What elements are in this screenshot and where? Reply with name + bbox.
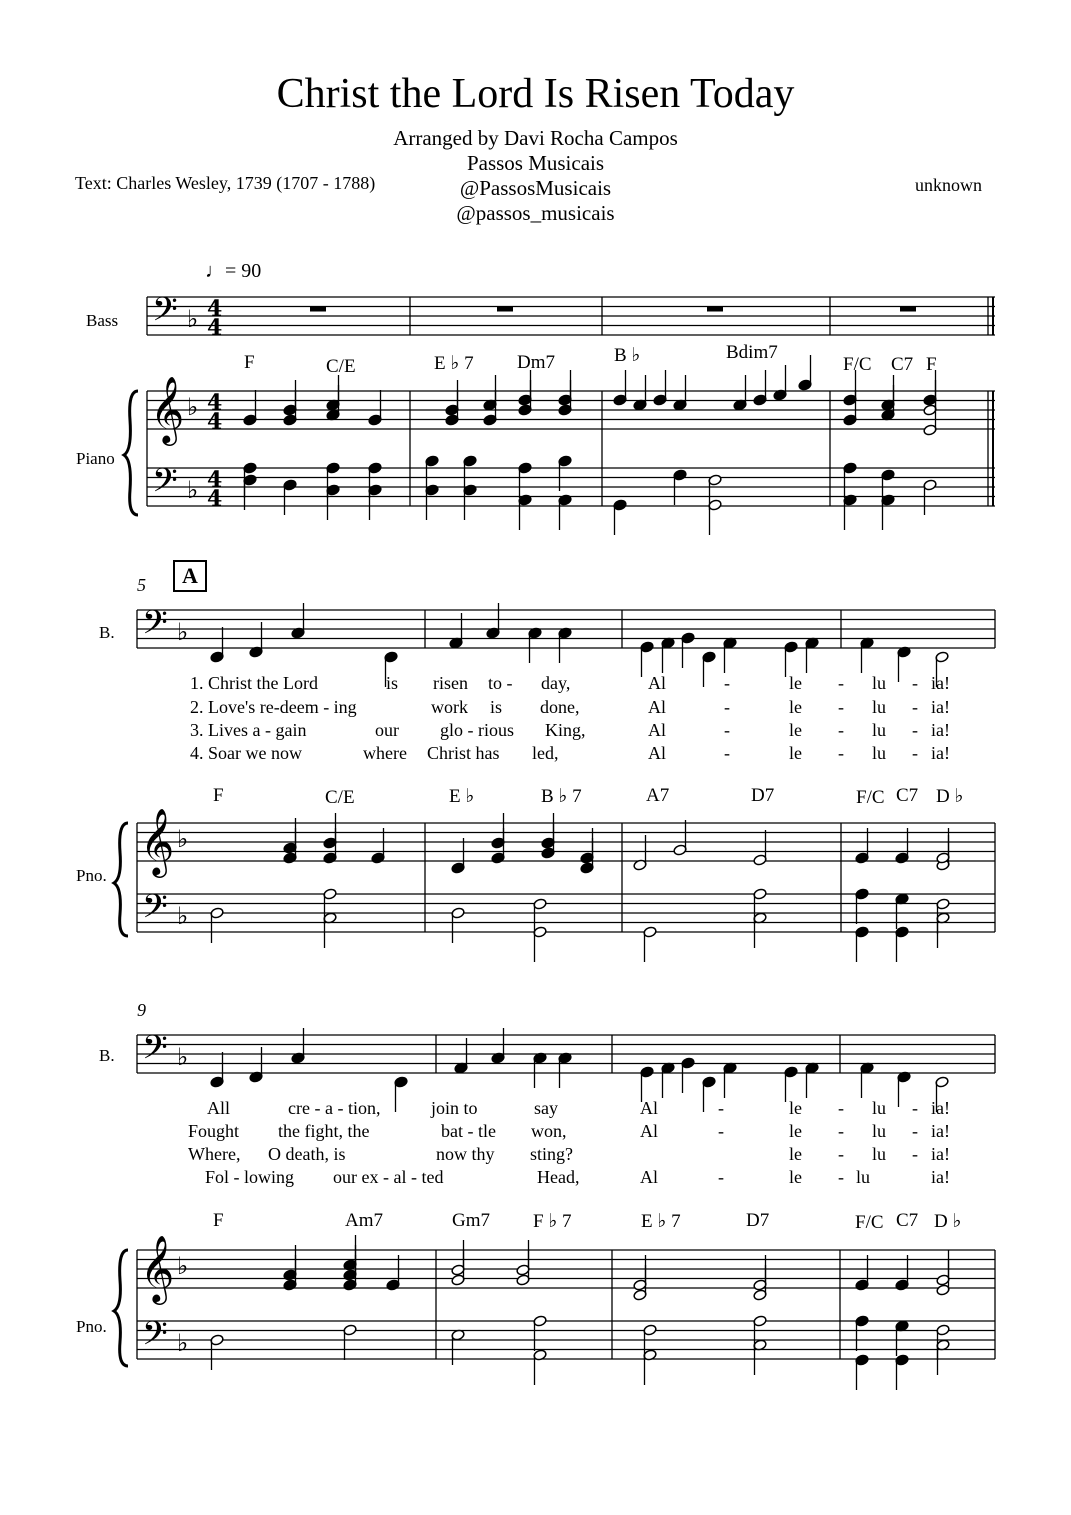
lyric-syllable: Al — [640, 1121, 658, 1141]
lyric-syllable: lu — [856, 1167, 871, 1187]
instrument-name-bass-short: B. — [99, 1046, 115, 1065]
rehearsal-mark: A — [173, 560, 207, 592]
chord-symbol: F — [213, 1210, 224, 1231]
lyric-syllable: our ex - al - ted — [333, 1167, 444, 1187]
lyric-syllable: lu — [872, 743, 887, 763]
lyric-syllable: Al — [640, 1098, 658, 1118]
piano-brace — [114, 1250, 128, 1366]
bass-clef-icon: 𝄢 — [142, 1315, 168, 1361]
lyric-syllable: Al — [640, 1167, 658, 1187]
lyric-syllable: Al — [648, 697, 666, 717]
chord-symbol: F/C — [855, 1212, 884, 1233]
chord-symbol: E ♭ 7 — [434, 353, 474, 374]
key-flat-icon: ♭ — [177, 1252, 189, 1280]
lyric-syllable: le — [789, 673, 802, 693]
chord-symbol: C7 — [896, 1210, 919, 1231]
arranger-line: @PassosMusicais — [459, 176, 612, 200]
chord-symbol: A7 — [646, 785, 670, 806]
whole-rest — [707, 307, 723, 312]
lyric-syllable: King, — [545, 720, 586, 740]
instrument-name-piano: Piano — [76, 449, 115, 468]
lyric-syllable: All — [207, 1098, 231, 1118]
chord-symbol: B ♭ 7 — [541, 786, 582, 807]
time-signature: 4 — [207, 315, 223, 341]
chord-symbol: C7 — [891, 354, 914, 375]
lyric-syllable: is — [386, 673, 399, 693]
lyric-syllable: lu — [872, 1121, 887, 1141]
lyric-syllable: - — [838, 1098, 844, 1118]
lyricist-credit: Text: Charles Wesley, 1739 (1707 - 1788) — [75, 173, 376, 193]
lyric-syllable: - — [724, 720, 730, 740]
lyric-syllable: ia! — [931, 1121, 950, 1141]
whole-rest — [310, 307, 326, 312]
lyric-syllable: Fought — [188, 1121, 240, 1141]
instrument-name-piano-short: Pno. — [76, 1317, 107, 1336]
chord-symbol: F ♭ 7 — [533, 1211, 572, 1232]
chord-symbol: B ♭ — [614, 345, 641, 366]
bass-clef-icon: 𝄢 — [142, 1029, 168, 1075]
lyric-syllable: ia! — [931, 697, 950, 717]
lyric-syllable: to - — [488, 673, 513, 693]
time-signature: 4 — [207, 409, 223, 435]
lyric-syllable: led, — [532, 743, 559, 763]
lyric-syllable: - — [912, 743, 918, 763]
key-flat-icon: ♭ — [177, 618, 189, 646]
lyric-syllable: won, — [531, 1121, 567, 1141]
lyric-syllable: le — [789, 697, 802, 717]
chord-symbol: Am7 — [345, 1210, 383, 1231]
lyric-syllable: - — [718, 1167, 724, 1187]
key-flat-icon: ♭ — [177, 1043, 189, 1071]
lyric-syllable: - — [838, 743, 844, 763]
clefs — [140, 291, 222, 1361]
time-signature: 4 — [207, 296, 223, 322]
key-flat-icon: ♭ — [187, 393, 199, 421]
lyric-syllable: - — [912, 697, 918, 717]
lyric-syllable: - — [724, 697, 730, 717]
lyric-syllable: bat - tle — [441, 1121, 496, 1141]
bass-clef-icon: 𝄢 — [152, 462, 178, 508]
lyric-syllable: ia! — [931, 1167, 950, 1187]
lyric-syllable: say — [534, 1098, 558, 1118]
chord-symbol: D7 — [751, 785, 775, 806]
chord-symbol: D ♭ — [934, 1211, 962, 1232]
lyric-syllable: where — [363, 743, 407, 763]
chord-symbol: F/C — [856, 787, 885, 808]
lyric-syllable: Where, — [188, 1144, 241, 1164]
chord-symbol: E ♭ 7 — [641, 1211, 681, 1232]
chord-symbol: F — [926, 354, 937, 375]
lyric-syllable: - — [718, 1121, 724, 1141]
lyric-syllable: lu — [872, 1098, 887, 1118]
lyric-syllable: 1. Christ the Lord — [190, 673, 318, 693]
lyric-syllable: Head, — [537, 1167, 580, 1187]
bass-clef-icon: 𝄢 — [142, 888, 168, 934]
piano-brace — [114, 823, 128, 936]
lyric-syllable: le — [789, 1098, 802, 1118]
lyric-syllable: work — [431, 697, 468, 717]
chord-symbol: Bdim7 — [726, 342, 778, 363]
lyric-syllable: O death, is — [268, 1144, 346, 1164]
chord-symbol: D ♭ — [936, 786, 964, 807]
bass-clef-icon: 𝄢 — [142, 604, 168, 650]
lyric-syllable: the fight, the — [278, 1121, 370, 1141]
lyric-syllable: - — [912, 1098, 918, 1118]
lyric-syllable: le — [789, 1121, 802, 1141]
chord-symbol: F — [244, 352, 255, 373]
lyric-syllable: 3. Lives a - gain — [190, 720, 307, 740]
chord-symbol: C/E — [325, 787, 355, 808]
lyric-syllable: - — [838, 673, 844, 693]
time-signature: 4 — [207, 486, 223, 512]
bass-clef-icon: 𝄢 — [152, 291, 178, 337]
lyric-syllable: le — [789, 1167, 802, 1187]
lyric-syllable: le — [789, 720, 802, 740]
noteheads — [210, 307, 950, 1391]
instrument-name-bass-short: B. — [99, 623, 115, 642]
lyric-syllable: ia! — [931, 720, 950, 740]
lyric-syllable: risen — [433, 673, 468, 693]
lyric-syllable: glo - rious — [440, 720, 514, 740]
lyric-syllable: our — [375, 720, 399, 740]
lyric-syllable: - — [838, 1167, 844, 1187]
lyric-syllable: Al — [648, 673, 666, 693]
treble-clef-icon: 𝄞 — [140, 807, 175, 875]
lyric-syllable: done, — [540, 697, 580, 717]
time-signature: 4 — [207, 390, 223, 416]
chord-symbol: C7 — [896, 785, 919, 806]
lyric-syllable: now thy — [436, 1144, 495, 1164]
key-flat-icon: ♭ — [187, 305, 199, 333]
arranger-line: Arranged by Davi Rocha Campos — [393, 126, 678, 150]
lyric-syllable: Al — [648, 743, 666, 763]
tempo-value: = 90 — [225, 260, 262, 282]
lyric-syllable: - — [718, 1098, 724, 1118]
piano-brace — [124, 391, 138, 515]
composer-credit: unknown — [915, 175, 982, 195]
lyric-syllable: - — [838, 1144, 844, 1164]
lyric-syllable: - — [912, 720, 918, 740]
instrument-name-piano-short: Pno. — [76, 866, 107, 885]
lyric-syllable: Fol - lowing — [205, 1167, 295, 1187]
measure-number: 9 — [137, 1000, 146, 1020]
whole-rest — [497, 307, 513, 312]
lyric-syllable: ia! — [931, 1098, 950, 1118]
chord-symbol: Gm7 — [452, 1210, 490, 1231]
lyric-syllable: le — [789, 1144, 802, 1164]
lyric-syllable: lu — [872, 673, 887, 693]
lyric-syllable: - — [838, 697, 844, 717]
whole-rest — [900, 307, 916, 312]
lyric-syllable: Al — [648, 720, 666, 740]
arranger-line: Passos Musicais — [466, 151, 605, 175]
lyric-syllable: ia! — [931, 743, 950, 763]
lyric-syllable: - — [838, 1121, 844, 1141]
lyric-syllable: is — [490, 697, 503, 717]
lyric-syllable: lu — [872, 697, 887, 717]
time-signature: 4 — [207, 467, 223, 493]
lyric-syllable: - — [724, 743, 730, 763]
lyric-syllable: - — [912, 1144, 918, 1164]
lyric-syllable: - — [912, 1121, 918, 1141]
lyric-syllable: cre - a - tion, — [288, 1098, 381, 1118]
score-title: Christ the Lord Is Risen Today — [276, 71, 795, 117]
lyric-syllable: lu — [872, 1144, 887, 1164]
key-flat-icon: ♭ — [187, 476, 199, 504]
chord-symbol: F/C — [843, 354, 872, 375]
arranger-line: @passos_musicais — [456, 201, 615, 225]
key-flat-icon: ♭ — [177, 902, 189, 930]
chord-symbol: E ♭ — [449, 786, 475, 807]
instrument-name-bass: Bass — [86, 311, 119, 330]
lyric-syllable: - — [724, 673, 730, 693]
lyric-syllable: lu — [872, 720, 887, 740]
quarter-note-icon: ♩ — [205, 260, 225, 282]
lyric-syllable: ia! — [931, 1144, 950, 1164]
key-flat-icon: ♭ — [177, 825, 189, 853]
lyric-syllable: day, — [541, 673, 571, 693]
chord-symbol: C/E — [326, 356, 356, 377]
lyric-syllable: join to — [431, 1098, 478, 1118]
chord-symbol: F — [213, 785, 224, 806]
chord-symbol: Dm7 — [517, 352, 555, 373]
lyric-syllable: - — [838, 720, 844, 740]
lyric-syllable: sting? — [530, 1144, 573, 1164]
lyric-syllable: 2. Love's re-deem - ing — [190, 697, 357, 717]
treble-clef-icon: 𝄞 — [150, 375, 185, 443]
key-flat-icon: ♭ — [177, 1329, 189, 1357]
lyric-syllable: le — [789, 743, 802, 763]
measure-number: 5 — [137, 575, 146, 595]
treble-clef-icon: 𝄞 — [140, 1234, 175, 1302]
score-extras — [114, 391, 138, 1366]
lyric-syllable: 4. Soar we now — [190, 743, 302, 763]
lyric-syllable: Christ has — [427, 743, 500, 763]
chord-symbol: D7 — [746, 1210, 770, 1231]
lyric-syllable: - — [912, 673, 918, 693]
lyric-syllable: ia! — [931, 673, 950, 693]
